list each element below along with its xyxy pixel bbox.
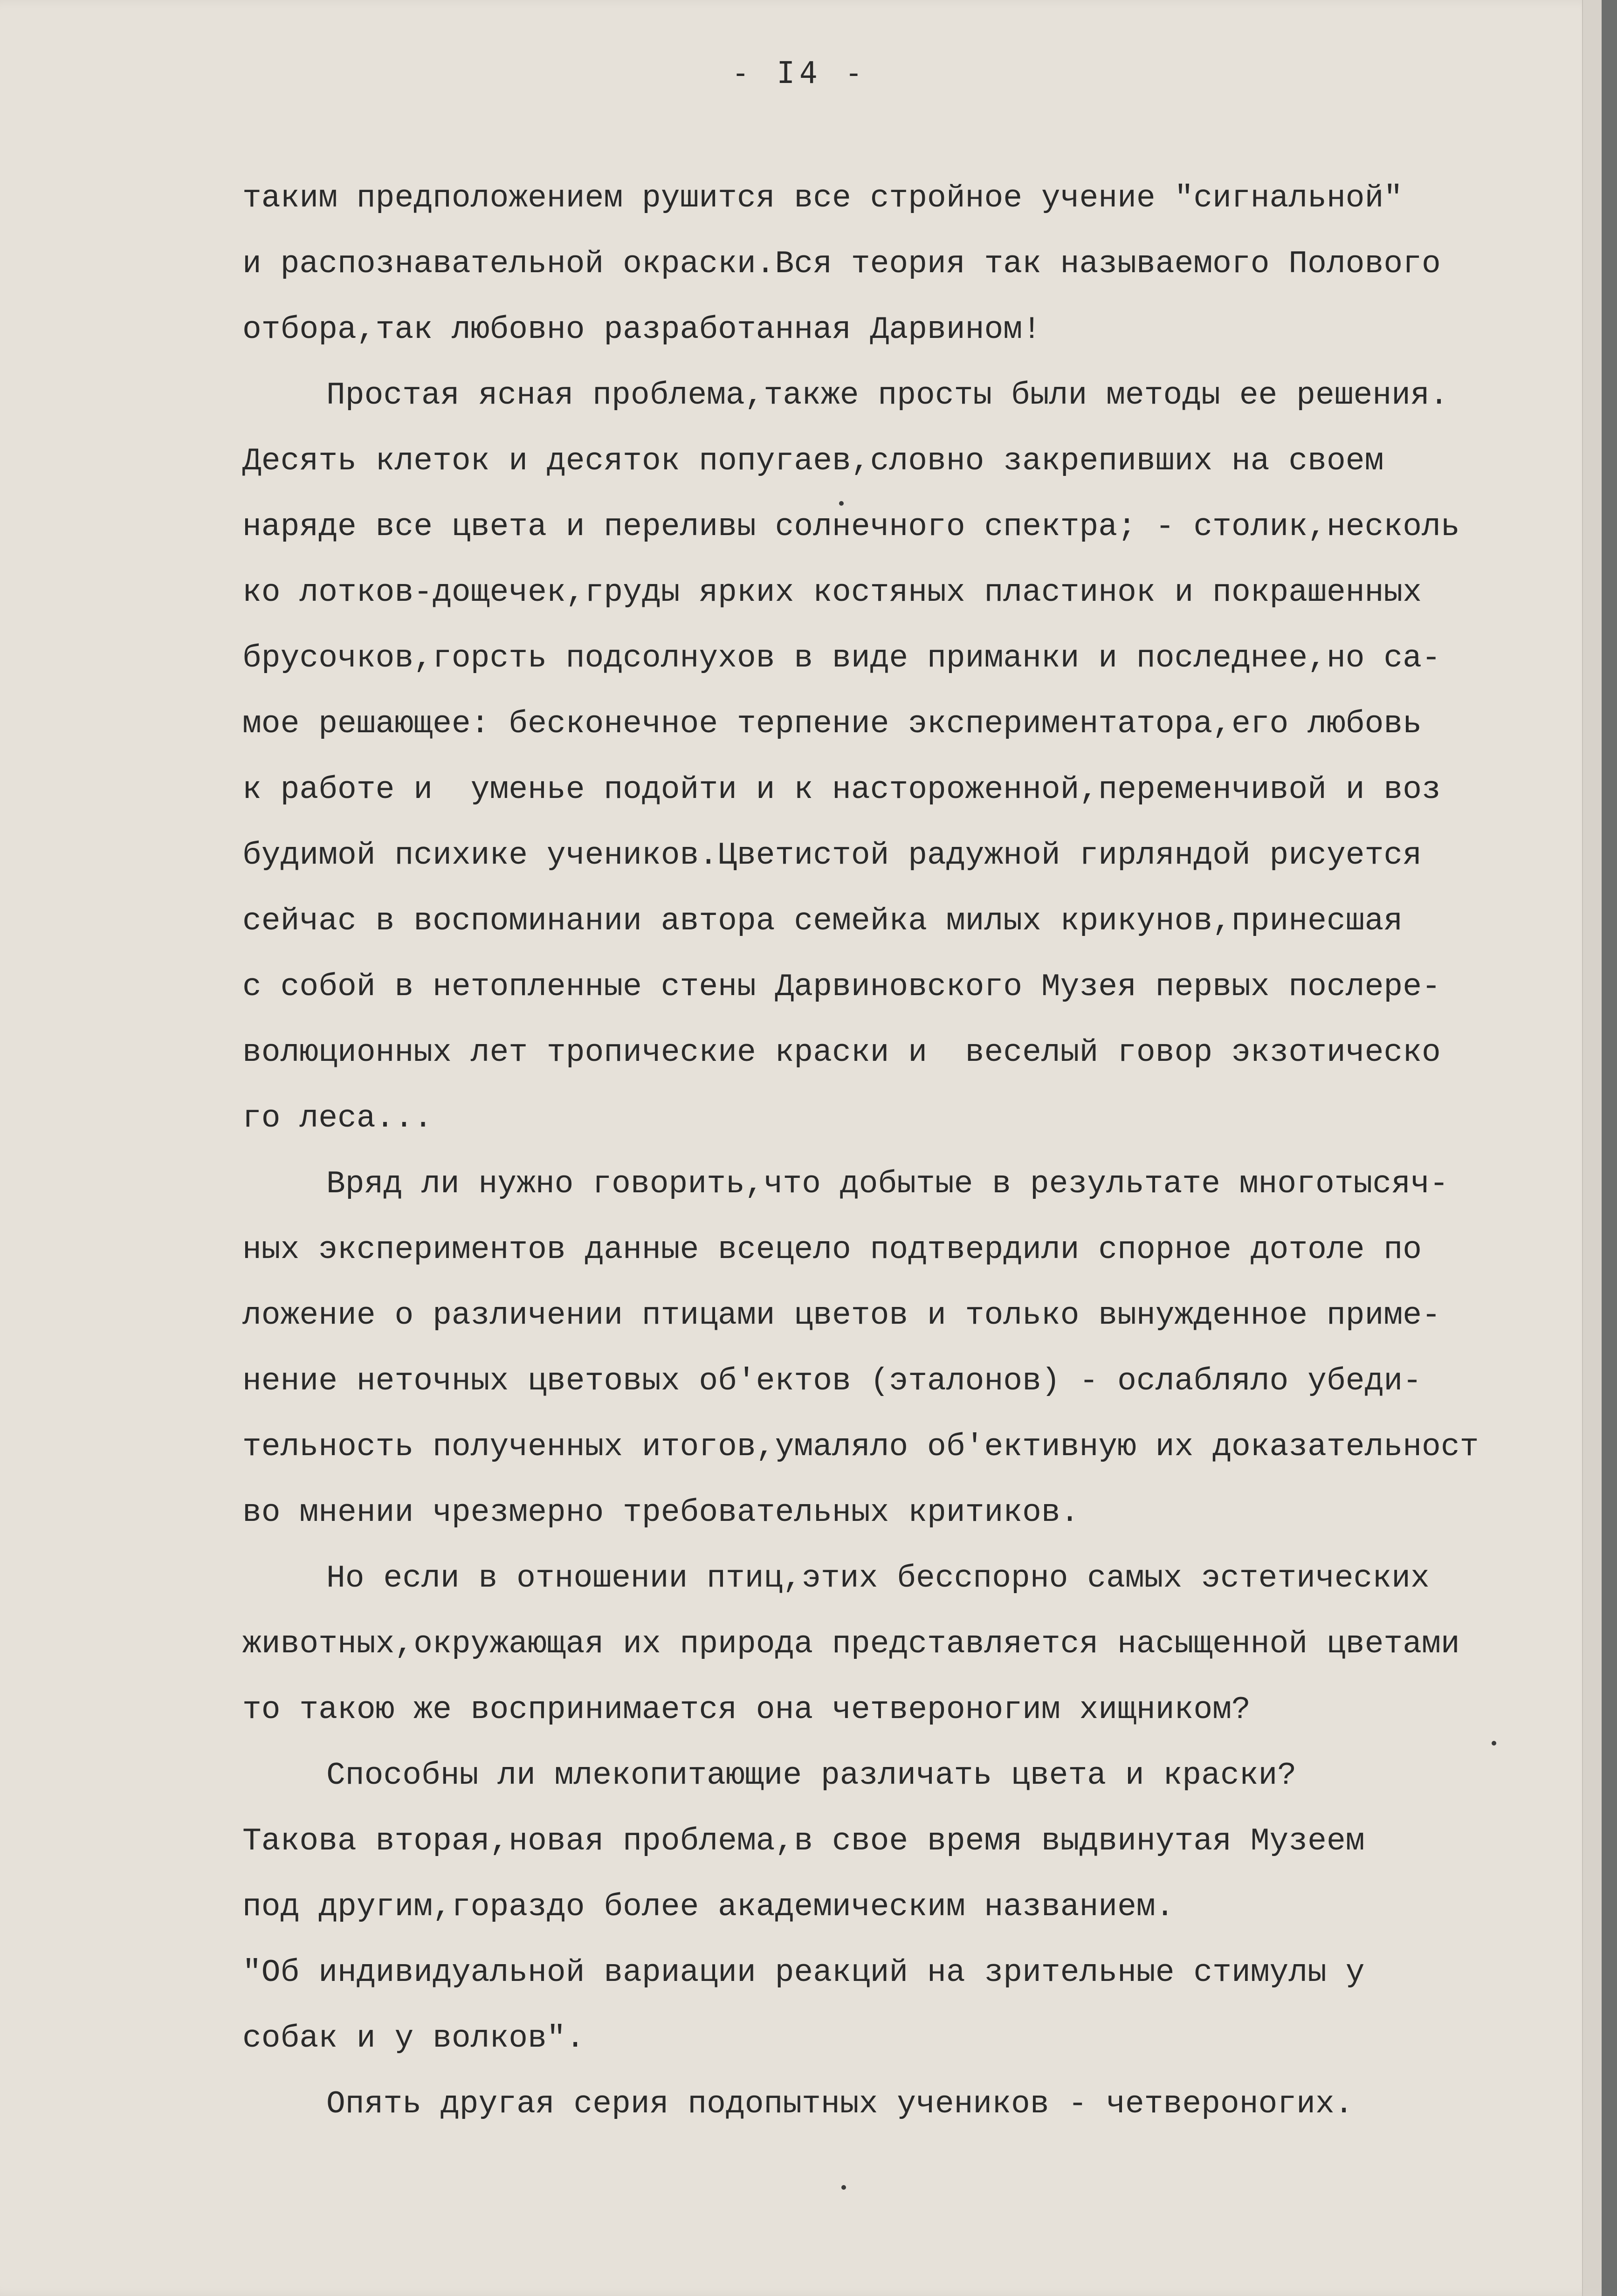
text-line: и распознавательной окраски.Вся теория так называемого Полового [242, 246, 1441, 282]
body-text [242, 165, 1585, 2137]
text-line: под другим,гораздо более академическим названием. [242, 1889, 1175, 1925]
text-line: таким предположением рушится все стройное учение "сигнальной" [242, 180, 1403, 216]
text-line: животных,окружающая их природа представляется насыщенной цветами [242, 1626, 1460, 1662]
text-line: сейчас в воспоминании автора семейка милых крикунов,принесшая [242, 903, 1403, 939]
text-line: ко лотков-дощечек,груды ярких костяных пластинок и покрашенных [242, 575, 1422, 611]
text-line: Опять другая серия подопытных учеников - четвероногих. [326, 2086, 1354, 2122]
text-line: Десять клеток и десяток попугаев,словно закрепивших на своем [242, 443, 1384, 479]
text-line: будимой психике учеников.Цветистой радужной гирляндой рисуется [242, 838, 1422, 873]
text-line: тельность полученных итогов,умаляло об'ективную их доказательност [242, 1429, 1479, 1465]
page-number: - I4 - [731, 56, 867, 90]
text-line: собак и у волков". [242, 2021, 585, 2056]
text-line: го леса... [242, 1100, 433, 1136]
text-line: Но если в отношении птиц,этих бесспорно самых эстетических [326, 1560, 1430, 1596]
ink-speck [841, 2185, 846, 2190]
text-line: наряде все цвета и переливы солнечного спектра; - столик,несколь [242, 509, 1460, 545]
ink-speck [839, 501, 844, 506]
text-line: нение неточных цветовых об'ектов (эталонов) - ослабляло убеди- [242, 1363, 1422, 1399]
page-edge [1582, 0, 1602, 2296]
text-line: ных экспериментов данные всецело подтвердили спорное дотоле по [242, 1232, 1422, 1268]
text-line: Способны ли млекопитающие различать цвета и краски? [326, 1758, 1297, 1794]
text-line: "Об индивидуальной вариации реакций на зрительные стимулы у [242, 1955, 1365, 1991]
text-line: брусочков,горсть подсолнухов в виде приманки и последнее,но са- [242, 640, 1441, 676]
text-line: волюционных лет тропические краски и веселый говор экзотическо [242, 1035, 1441, 1071]
text-line: Такова вторая,новая проблема,в свое время выдвинутая Музеем [242, 1823, 1365, 1859]
text-line: ложение о различении птицами цветов и только вынужденное приме- [242, 1298, 1441, 1334]
text-line: то такою же воспринимается она четвероногим хищником? [242, 1692, 1251, 1728]
ink-speck [1492, 1741, 1496, 1746]
text-line: Вряд ли нужно говорить,что добытые в результате многотысяч- [326, 1166, 1449, 1202]
text-line: Простая ясная проблема,также просты были методы ее решения. [326, 378, 1449, 413]
text-line: с собой в нетопленные стены Дарвиновского Музея первых послере- [242, 969, 1441, 1005]
text-line: мое решающее: бесконечное терпение экспериментатора,его любовь [242, 706, 1422, 742]
text-line: отбора,так любовно разработанная Дарвином! [242, 312, 1041, 348]
text-line: к работе и уменье подойти и к настороженной,переменчивой и воз [242, 772, 1441, 808]
text-line: во мнении чрезмерно требовательных критиков. [242, 1495, 1080, 1531]
